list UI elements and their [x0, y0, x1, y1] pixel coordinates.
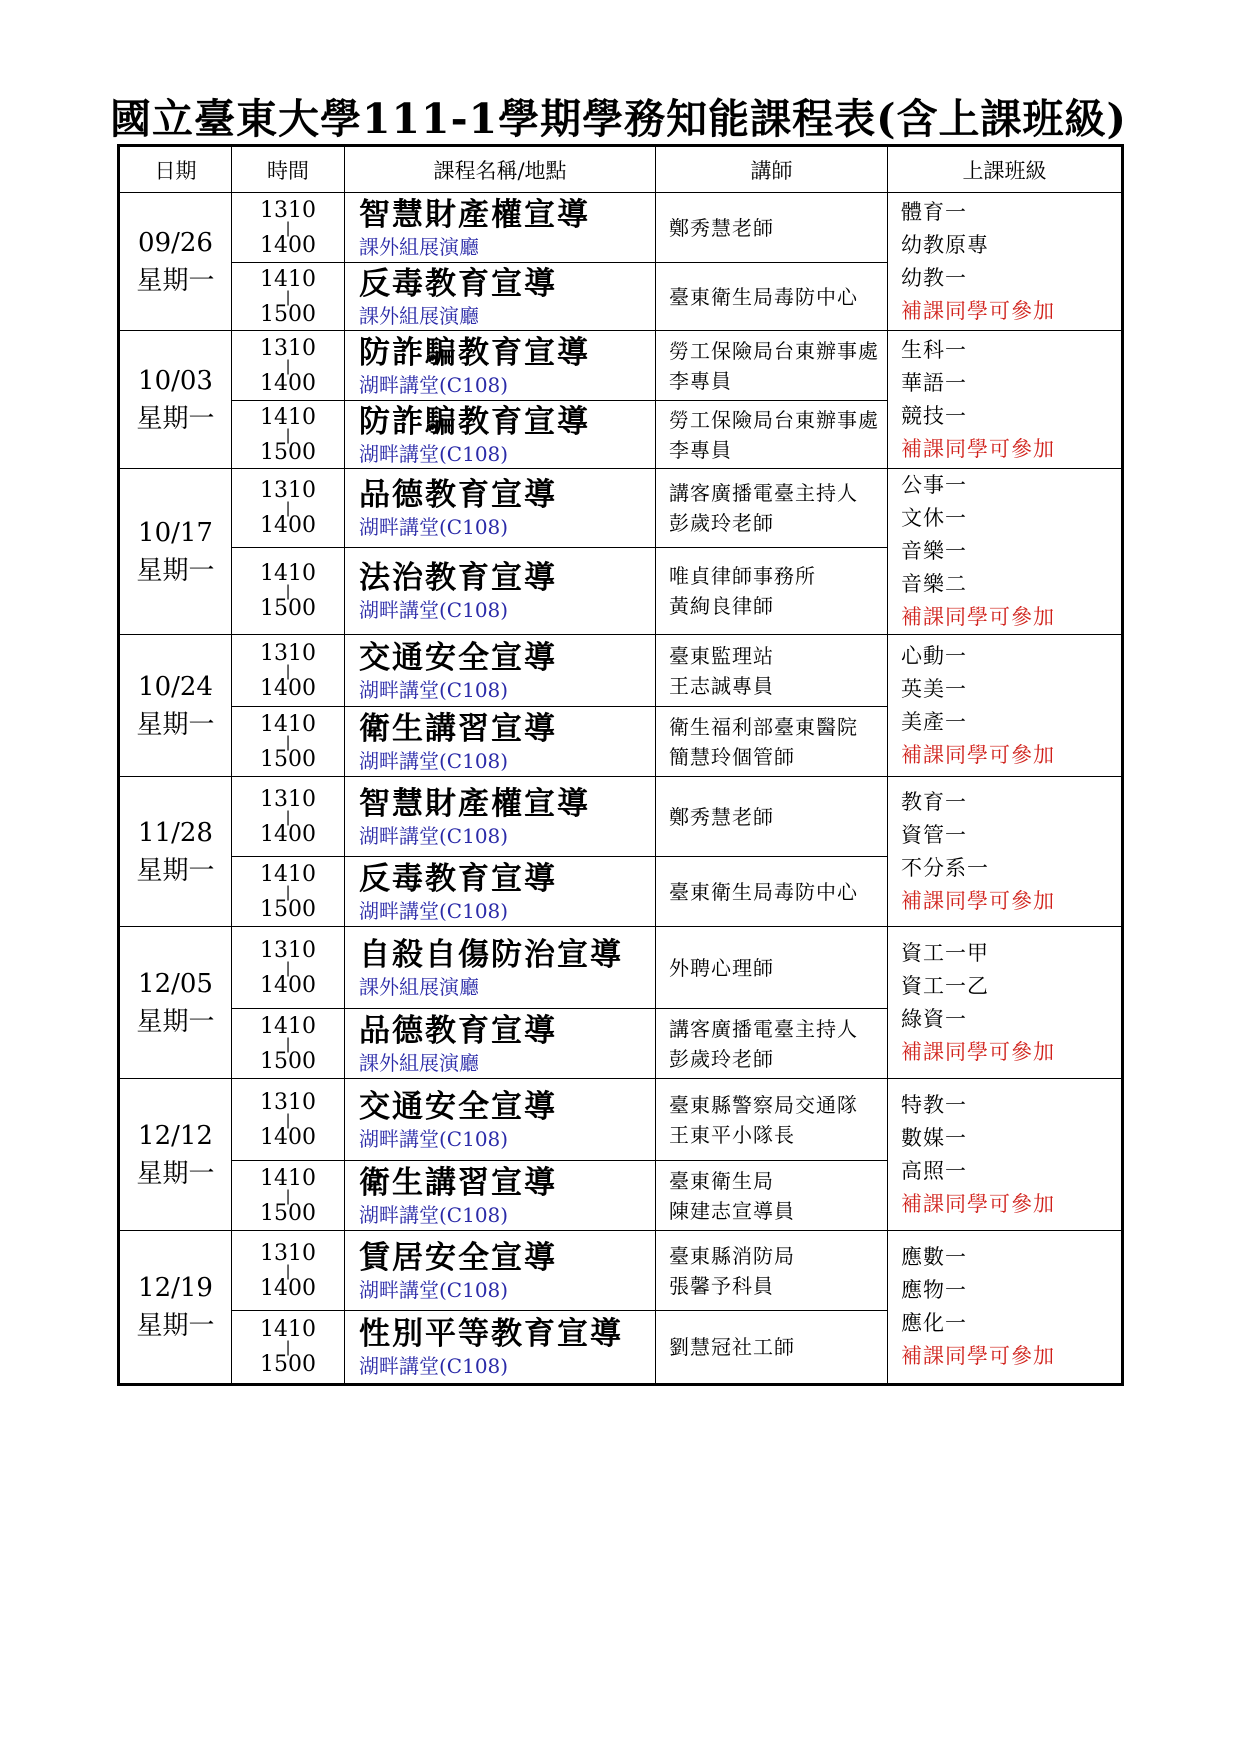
- course-name: 智慧財產權宣導: [359, 196, 590, 233]
- classes-cell: [888, 635, 1123, 777]
- course-location: 湖畔講堂(C108): [359, 514, 509, 539]
- time-end: 1400: [260, 1124, 316, 1150]
- lecturer-line: 王志誠專員: [669, 673, 774, 698]
- table-row: [119, 1079, 1123, 1161]
- time-end: 1500: [260, 301, 316, 327]
- header-course: 課程名稱/地點: [345, 146, 656, 193]
- lecturer-cell: [656, 927, 888, 1009]
- class-name: 應數一: [901, 1245, 967, 1269]
- class-name: 教育一: [901, 789, 967, 814]
- time-start: 1410: [260, 861, 316, 887]
- lecturer-line: 臺東衛生局毒防中心: [669, 284, 858, 309]
- makeup-note: 補課同學可參加: [901, 298, 1055, 323]
- course-location: 課外組展演廳: [359, 234, 479, 259]
- header-classes: 上課班級: [888, 146, 1123, 193]
- time-separator: |: [285, 1110, 291, 1129]
- time-cell: [232, 707, 345, 777]
- class-name: 美產一: [901, 709, 967, 734]
- makeup-note: 補課同學可參加: [901, 742, 1055, 767]
- class-name: 數媒一: [901, 1125, 967, 1150]
- course-name: 交通安全宣導: [359, 639, 557, 676]
- time-separator: |: [285, 1261, 291, 1280]
- table-row: [119, 193, 1123, 263]
- date: 11/28: [138, 817, 213, 848]
- class-name: 音樂二: [901, 572, 967, 596]
- time-end: 1500: [260, 1048, 316, 1074]
- class-name: 幼教一: [901, 265, 967, 290]
- time-cell: [232, 777, 345, 857]
- course-location: 湖畔講堂(C108): [359, 1126, 509, 1151]
- time-separator: |: [285, 882, 291, 901]
- course-location: 湖畔講堂(C108): [359, 1202, 509, 1227]
- lecturer-cell: [656, 1161, 888, 1231]
- lecturer-line: 李專員: [669, 368, 732, 393]
- makeup-note: 補課同學可參加: [901, 888, 1055, 913]
- time-start: 1410: [260, 1317, 316, 1342]
- class-name: 幼教原專: [901, 232, 989, 257]
- course-name: 交通安全宣導: [359, 1088, 557, 1125]
- time-cell: [232, 263, 345, 331]
- time-separator: |: [285, 218, 291, 237]
- time-separator: |: [285, 732, 291, 751]
- time-cell: [232, 1079, 345, 1161]
- course-cell: [345, 1311, 656, 1385]
- time-separator: |: [285, 1338, 291, 1356]
- class-name: 體育一: [901, 199, 967, 224]
- date: 10/17: [138, 517, 213, 548]
- lecturer-line: 外聘心理師: [669, 955, 774, 980]
- course-name: 反毒教育宣導: [359, 265, 557, 302]
- lecturer-cell: [656, 331, 888, 401]
- lecturer-line: 劉慧冠社工師: [669, 1335, 795, 1359]
- course-location: 湖畔講堂(C108): [359, 372, 509, 397]
- time-cell: [232, 193, 345, 263]
- header-lecturer: 講師: [656, 146, 888, 193]
- time-start: 1410: [260, 711, 316, 737]
- time-end: 1400: [260, 512, 316, 538]
- course-name: 品德教育宣導: [359, 476, 557, 513]
- lecturer-line: 唯貞律師事務所: [669, 563, 816, 588]
- class-name: 資工一甲: [901, 940, 989, 965]
- class-name: 應化一: [901, 1311, 967, 1335]
- classes-cell: [888, 331, 1123, 469]
- lecturer-cell: [656, 547, 888, 635]
- time-cell: [232, 1231, 345, 1311]
- time-start: 1410: [260, 1013, 316, 1039]
- lecturer-cell: [656, 193, 888, 263]
- time-cell: [232, 547, 345, 635]
- course-location: 湖畔講堂(C108): [359, 823, 509, 848]
- lecturer-line: 彭歲玲老師: [669, 1046, 774, 1071]
- time-cell: [232, 331, 345, 401]
- lecturer-line: 彭歲玲老師: [669, 510, 774, 535]
- table-row: [119, 927, 1123, 1009]
- header-row: [119, 146, 1123, 193]
- course-name: 衛生講習宣導: [359, 710, 557, 747]
- lecturer-line: 鄭秀慧老師: [669, 804, 774, 829]
- course-location: 湖畔講堂(C108): [359, 748, 509, 773]
- class-name: 特教一: [901, 1092, 967, 1117]
- lecturer-line: 臺東衛生局毒防中心: [669, 879, 858, 904]
- date: 12/12: [138, 1120, 213, 1151]
- class-name: 華語一: [901, 370, 967, 395]
- time-start: 1310: [260, 1240, 316, 1266]
- course-cell: [345, 547, 656, 635]
- course-name: 智慧財產權宣導: [359, 785, 590, 822]
- time-separator: |: [285, 661, 291, 680]
- lecturer-line: 張馨予科員: [669, 1273, 774, 1298]
- time-end: 1500: [260, 896, 316, 922]
- time-start: 1410: [260, 1165, 316, 1191]
- class-name: 文休一: [901, 506, 967, 530]
- time-separator: |: [285, 498, 291, 517]
- course-location: 湖畔講堂(C108): [359, 677, 509, 702]
- lecturer-cell: [656, 1079, 888, 1161]
- course-cell: [345, 263, 656, 331]
- time-start: 1310: [260, 640, 316, 666]
- date: 10/24: [138, 671, 213, 702]
- classes-cell: [888, 193, 1123, 331]
- date: 12/19: [138, 1273, 213, 1303]
- date: 10/03: [138, 365, 213, 396]
- course-name: 衛生講習宣導: [359, 1164, 557, 1201]
- classes-cell: [888, 777, 1123, 927]
- course-cell: [345, 1009, 656, 1079]
- time-cell: [232, 1311, 345, 1385]
- class-name: 高照一: [901, 1158, 967, 1183]
- lecturer-line: 臺東衛生局: [669, 1168, 774, 1193]
- course-location: 湖畔講堂(C108): [359, 1277, 509, 1302]
- course-cell: [345, 927, 656, 1009]
- time-cell: [232, 857, 345, 927]
- course-cell: [345, 707, 656, 777]
- weekday: 星期一: [136, 1158, 215, 1189]
- lecturer-line: 勞工保險局台東辦事處: [669, 407, 879, 432]
- time-separator: |: [285, 958, 291, 977]
- time-separator: |: [285, 287, 291, 306]
- lecturer-line: 陳建志宣導員: [669, 1198, 795, 1223]
- time-end: 1500: [260, 595, 316, 621]
- time-end: 1500: [260, 1200, 316, 1226]
- weekday: 星期一: [136, 709, 215, 740]
- date: 12/05: [138, 968, 213, 999]
- date-cell: [119, 331, 232, 469]
- table-row: [119, 635, 1123, 707]
- time-start: 1410: [260, 404, 316, 430]
- course-name: 法治教育宣導: [359, 559, 557, 596]
- time-start: 1310: [260, 477, 316, 503]
- date-cell: [119, 469, 232, 635]
- time-separator: |: [285, 356, 291, 375]
- class-name: 綠資一: [901, 1006, 967, 1031]
- lecturer-line: 勞工保險局台東辦事處: [669, 338, 879, 363]
- time-start: 1410: [260, 560, 316, 586]
- schedule-body: [119, 193, 1123, 1385]
- course-name: 反毒教育宣導: [359, 860, 557, 897]
- time-start: 1310: [260, 335, 316, 361]
- lecturer-cell: [656, 777, 888, 857]
- time-cell: [232, 1009, 345, 1079]
- makeup-note: 補課同學可參加: [901, 605, 1055, 629]
- time-start: 1310: [260, 786, 316, 812]
- weekday: 星期一: [136, 855, 215, 886]
- lecturer-line: 鄭秀慧老師: [669, 215, 774, 240]
- lecturer-cell: [656, 263, 888, 331]
- time-start: 1310: [260, 197, 316, 223]
- classes-cell: [888, 469, 1123, 635]
- course-cell: [345, 401, 656, 469]
- time-cell: [232, 1161, 345, 1231]
- course-name: 自殺自傷防治宣導: [359, 936, 623, 973]
- course-location: 湖畔講堂(C108): [359, 597, 509, 622]
- makeup-note: 補課同學可參加: [901, 1039, 1055, 1064]
- time-separator: |: [285, 425, 291, 444]
- header-time: 時間: [232, 146, 345, 193]
- class-name: 競技一: [901, 403, 967, 428]
- class-name: 生科一: [901, 337, 967, 362]
- lecturer-line: 臺東監理站: [669, 643, 774, 668]
- time-end: 1400: [260, 972, 316, 998]
- time-separator: |: [285, 1186, 291, 1205]
- course-cell: [345, 1079, 656, 1161]
- classes-cell: [888, 927, 1123, 1079]
- time-end: 1500: [260, 1352, 316, 1377]
- page-title: 國立臺東大學111-1學期學務知能課程表(含上課班級): [110, 95, 1127, 143]
- time-cell: [232, 401, 345, 469]
- class-name: 不分系一: [901, 855, 989, 880]
- course-location: 課外組展演廳: [359, 303, 479, 328]
- date-cell: [119, 193, 232, 331]
- time-separator: |: [285, 807, 291, 826]
- course-location: 課外組展演廳: [359, 974, 479, 999]
- course-cell: [345, 469, 656, 548]
- course-name: 防詐騙教育宣導: [359, 334, 590, 371]
- schedule-table: [117, 144, 1124, 1386]
- date: 09/26: [138, 227, 213, 258]
- time-separator: |: [285, 1034, 291, 1053]
- lecturer-line: 黃絢良律師: [669, 593, 774, 618]
- time-end: 1400: [260, 370, 316, 396]
- lecturer-cell: [656, 1231, 888, 1311]
- lecturer-cell: [656, 1009, 888, 1079]
- course-cell: [345, 1161, 656, 1231]
- time-separator: |: [285, 581, 291, 600]
- class-name: 公事一: [901, 473, 967, 497]
- lecturer-line: 講客廣播電臺主持人: [669, 1016, 858, 1041]
- table-row: [119, 469, 1123, 548]
- course-cell: [345, 331, 656, 401]
- table-row: [119, 1231, 1123, 1311]
- class-name: 應物一: [901, 1278, 967, 1302]
- table-row: [119, 777, 1123, 857]
- lecturer-line: 臺東縣警察局交通隊: [669, 1092, 858, 1117]
- course-cell: [345, 857, 656, 927]
- date-cell: [119, 927, 232, 1079]
- weekday: 星期一: [136, 403, 215, 434]
- course-cell: [345, 193, 656, 263]
- header-date: 日期: [119, 146, 232, 193]
- makeup-note: 補課同學可參加: [901, 1191, 1055, 1216]
- lecturer-cell: [656, 1311, 888, 1385]
- time-start: 1310: [260, 937, 316, 963]
- course-location: 湖畔講堂(C108): [359, 441, 509, 466]
- time-end: 1400: [260, 1275, 316, 1301]
- course-cell: [345, 777, 656, 857]
- time-cell: [232, 469, 345, 548]
- lecturer-line: 王東平小隊長: [669, 1122, 795, 1147]
- lecturer-cell: [656, 635, 888, 707]
- class-name: 資管一: [901, 822, 967, 847]
- class-name: 心動一: [901, 643, 967, 668]
- lecturer-line: 講客廣播電臺主持人: [669, 480, 858, 505]
- time-end: 1400: [260, 675, 316, 701]
- classes-cell: [888, 1079, 1123, 1231]
- lecturer-line: 李專員: [669, 437, 732, 462]
- date-cell: [119, 1079, 232, 1231]
- course-location: 湖畔講堂(C108): [359, 898, 509, 923]
- course-cell: [345, 1231, 656, 1311]
- lecturer-cell: [656, 707, 888, 777]
- makeup-note: 補課同學可參加: [901, 1344, 1055, 1368]
- lecturer-cell: [656, 469, 888, 548]
- time-start: 1310: [260, 1089, 316, 1115]
- makeup-note: 補課同學可參加: [901, 436, 1055, 461]
- course-location: 湖畔講堂(C108): [359, 1354, 509, 1378]
- course-name: 品德教育宣導: [359, 1012, 557, 1049]
- date-cell: [119, 1231, 232, 1385]
- course-name: 防詐騙教育宣導: [359, 403, 590, 440]
- weekday: 星期一: [136, 1006, 215, 1037]
- lecturer-cell: [656, 401, 888, 469]
- time-cell: [232, 927, 345, 1009]
- course-name: 性別平等教育宣導: [359, 1316, 623, 1352]
- time-end: 1500: [260, 439, 316, 465]
- course-location: 課外組展演廳: [359, 1050, 479, 1075]
- table-row: [119, 331, 1123, 401]
- time-cell: [232, 635, 345, 707]
- lecturer-line: 臺東縣消防局: [669, 1243, 795, 1268]
- time-end: 1400: [260, 232, 316, 258]
- weekday: 星期一: [136, 265, 215, 296]
- class-name: 資工一乙: [901, 973, 989, 998]
- classes-cell: [888, 1231, 1123, 1385]
- class-name: 英美一: [901, 676, 967, 701]
- weekday: 星期一: [136, 555, 215, 586]
- weekday: 星期一: [136, 1311, 215, 1341]
- class-name: 音樂一: [901, 539, 967, 563]
- course-name: 賃居安全宣導: [359, 1239, 557, 1276]
- time-end: 1400: [260, 821, 316, 847]
- date-cell: [119, 635, 232, 777]
- time-end: 1500: [260, 746, 316, 772]
- course-cell: [345, 635, 656, 707]
- date-cell: [119, 777, 232, 927]
- lecturer-cell: [656, 857, 888, 927]
- lecturer-line: 衛生福利部臺東醫院: [669, 714, 858, 739]
- time-start: 1410: [260, 266, 316, 292]
- lecturer-line: 簡慧玲個管師: [669, 744, 795, 769]
